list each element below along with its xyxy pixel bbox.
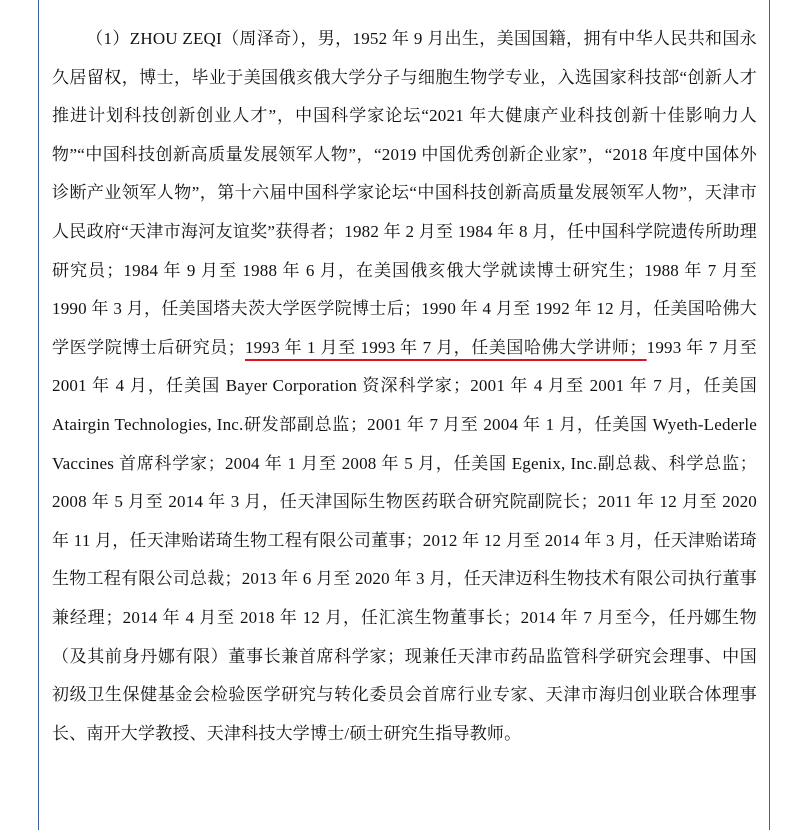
biography-paragraph bbox=[52, 20, 757, 753]
bio-text-part-1: （1）ZHOU ZEQI（周泽奇），男，1952 年 9 月出生，美国国籍，拥有中华人民共和国永久居留权，博士，毕业于美国俄亥俄大学分子与细胞生物学专业，入选国家科技部“创新人才推进计划科技创新创业人才”，中国科学家论坛“2021 年大健康产业科技创新十佳影响力人物”“中国科技创新高质量发展领军人物”，“2019 中国优秀创新企业家”，“2018 年度中国体外诊断产业领军人物”，第十六届中国科学家论坛“中国科技创新高质量发展领军人物”，天津市人民政府“天津市海河友谊奖”获得者；1982 年 2 月至 1984 年 8 月，任中国科学院遗传所助理研究员；1984 年 9 月至 1988 年 6 月，在美国俄亥俄大学就读博士研究生；1988 年 7 月至 1990 年 3 月，任美国塔夫茨大学医学院博士后；1990 年 4 月至 1992 年 12 月，任美国哈佛大学医学院博士后研究员； bbox=[52, 29, 757, 357]
bio-text-part-2: 1993 年 7 月至 2001 年 4 月，任美国 Bayer Corporation 资深科学家；2001 年 4 月至 2001 年 7 月，任美国 Atairgin Technologies, Inc.研发部副总监；2001 年 7 月至 2004 年 1 月，任美国 Wyeth-Lederle Vaccines 首席科学家；2004 年 1 月至 2008 年 5 月，任美国 Egenix, Inc.副总裁、科学总监；2008 年 5 月至 2014 年 3 月，任天津国际生物医药联合研究院副院长；2011 年 12 月至 2020 年 11 月，任天津贻诺琦生物工程有限公司董事；2012 年 12 月至 2014 年 3 月，任天津贻诺琦生物工程有限公司总裁；2013 年 6 月至 2020 年 3 月，任天津迈科生物技术有限公司执行董事兼经理；2014 年 4 月至 2018 年 12 月，任汇滨生物董事长；2014 年 7 月至今，任丹娜生物（及其前身丹娜有限）董事长兼首席科学家；现兼任天津市药品监管科学研究会理事、中国初级卫生保健基金会检验医学研究与转化委员会首席行业专家、天津市海归创业联合体理事长、南开大学教授、天津科技大学博士/硕士研究生指导教师。 bbox=[52, 337, 757, 743]
highlighted-harvard-lecturer: 1993 年 1 月至 1993 年 7 月，任美国哈佛大学讲师； bbox=[244, 337, 647, 357]
